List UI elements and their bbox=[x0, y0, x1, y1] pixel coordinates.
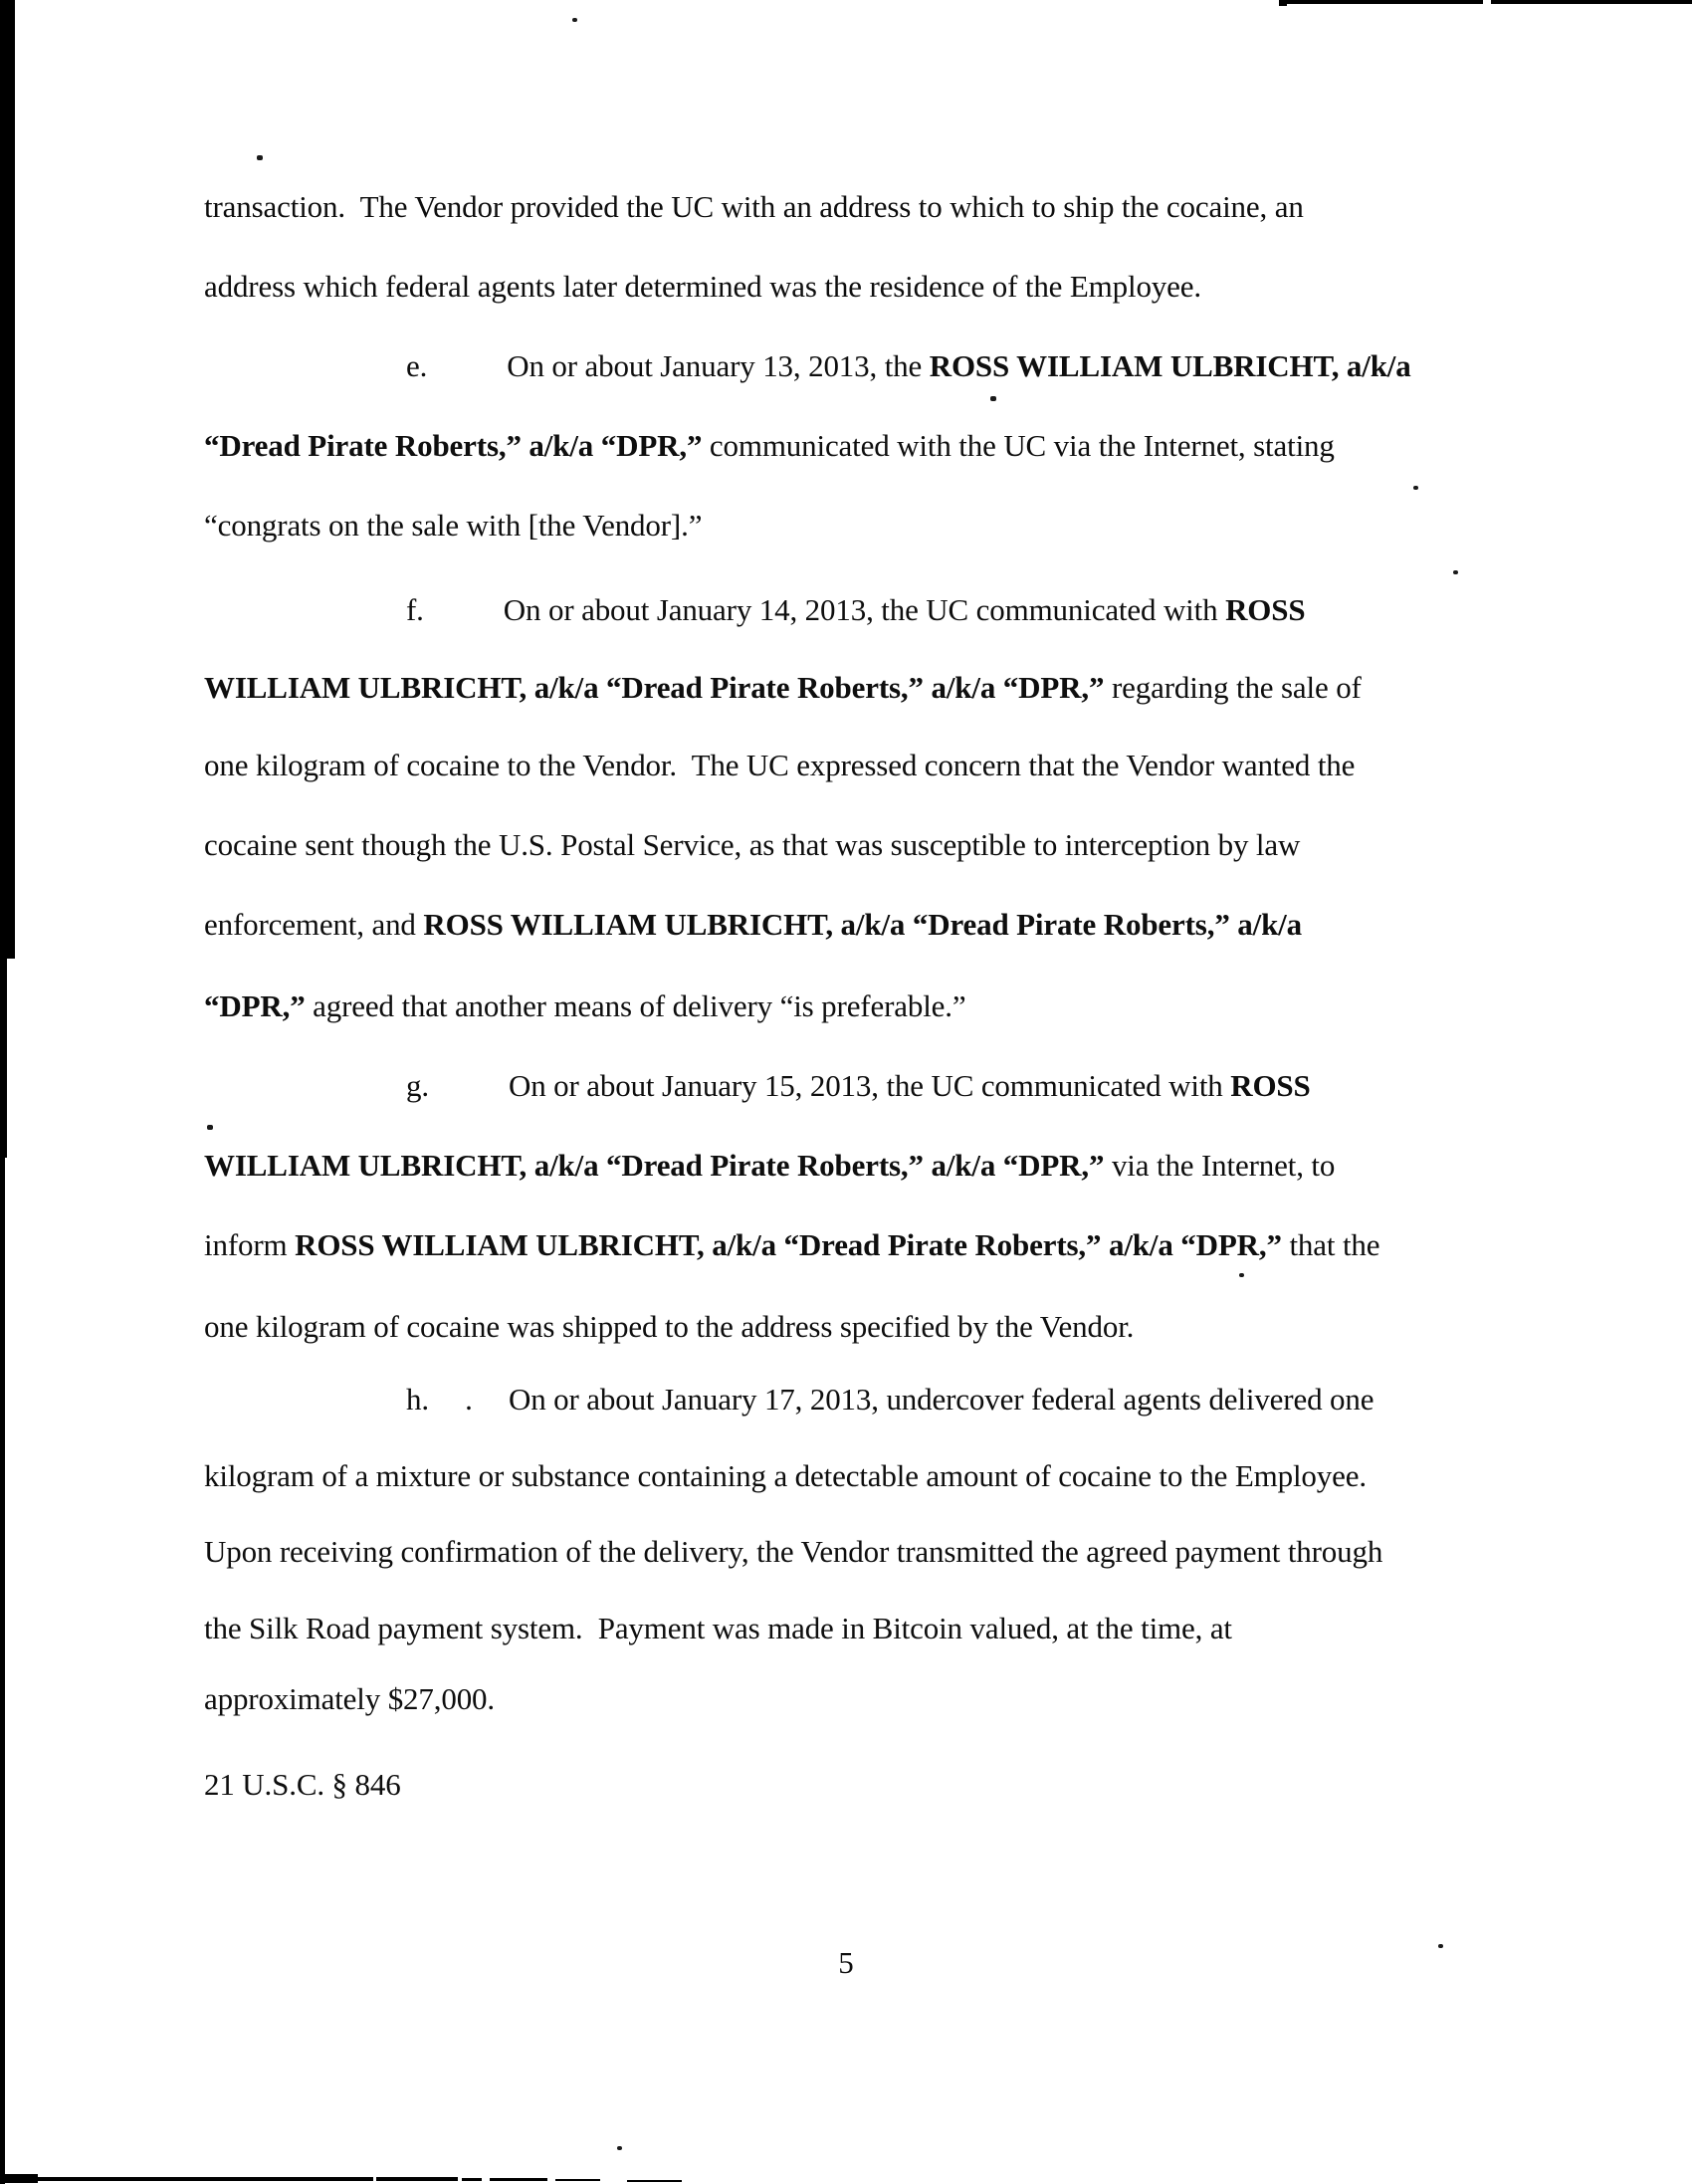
text-line bbox=[204, 1533, 1382, 1571]
scan-bottom-line bbox=[627, 2180, 682, 2182]
text-run: On or about January 14, 2013, the UC communicated with bbox=[503, 592, 1226, 627]
text-run: enforcement, and bbox=[204, 907, 424, 942]
text-run: Upon receiving confirmation of the delivery, the Vendor transmitted the agreed payment through bbox=[204, 1534, 1383, 1569]
scan-edge-top-bar bbox=[1279, 0, 1483, 4]
text-run: approximately $27,000. bbox=[204, 1681, 496, 1716]
toner-speck bbox=[257, 155, 263, 160]
text-line bbox=[204, 1147, 1335, 1185]
scan-bottom-line bbox=[555, 2179, 600, 2181]
text-run-bold: “DPR,” bbox=[204, 988, 306, 1023]
text-run: On or about January 17, 2013, undercover federal agents delivered one bbox=[508, 1382, 1375, 1417]
text-line bbox=[204, 987, 966, 1025]
text-run: On or about January 15, 2013, the UC communicated with bbox=[508, 1068, 1231, 1103]
stray-period-mark: . bbox=[465, 1382, 473, 1417]
text-run: the Silk Road payment system. Payment was made in Bitcoin valued, at the time, at bbox=[204, 1611, 1232, 1645]
text-line-subparagraph-e bbox=[204, 347, 1411, 385]
text-run-bold: ROSS bbox=[1225, 592, 1306, 627]
text-run-bold: WILLIAM ULBRICHT, a/k/a “Dread Pirate Roberts,” a/k/a “DPR,” bbox=[204, 1148, 1105, 1183]
text-line bbox=[204, 906, 1302, 944]
toner-speck bbox=[1239, 1273, 1244, 1277]
text-line-subparagraph-h bbox=[204, 1381, 1374, 1419]
text-run: transaction. The Vendor provided the UC with an address to which to ship the cocaine, an bbox=[204, 189, 1304, 224]
text-line bbox=[204, 268, 1201, 306]
scan-edge-left-strip bbox=[0, 1158, 5, 2184]
text-line bbox=[204, 1457, 1367, 1495]
text-run: communicated with the UC via the Internet, stating bbox=[702, 428, 1335, 463]
text-run-bold: WILLIAM ULBRICHT, a/k/a “Dread Pirate Roberts,” a/k/a “DPR,” bbox=[204, 670, 1105, 705]
text-run: one kilogram of cocaine to the Vendor. The UC expressed concern that the Vendor wanted the bbox=[204, 748, 1356, 782]
subparagraph-letter: h. bbox=[406, 1382, 429, 1417]
subparagraph-letter: e. bbox=[406, 348, 428, 383]
text-line bbox=[204, 747, 1355, 784]
scan-edge-top-bar bbox=[1491, 0, 1692, 4]
scan-edge-left-strip bbox=[0, 959, 7, 1158]
text-line bbox=[204, 1610, 1232, 1647]
text-line-subparagraph-g bbox=[204, 1067, 1311, 1105]
text-line-subparagraph-f bbox=[204, 591, 1305, 629]
subparagraph-letter: f. bbox=[406, 592, 424, 627]
text-run-bold: “Dread Pirate Roberts,” a/k/a “DPR,” bbox=[204, 428, 703, 463]
text-run: 21 U.S.C. § 846 bbox=[204, 1767, 401, 1802]
toner-speck bbox=[990, 396, 996, 401]
text-run: one kilogram of cocaine was shipped to the address specified by the Vendor. bbox=[204, 1309, 1135, 1344]
text-run: inform bbox=[204, 1227, 296, 1262]
scan-bottom-line bbox=[376, 2177, 458, 2181]
scan-bottom-line bbox=[490, 2178, 547, 2181]
text-line bbox=[204, 669, 1362, 707]
text-line bbox=[204, 507, 702, 545]
text-run: address which federal agents later determined was the residence of the Employee. bbox=[204, 269, 1201, 304]
toner-speck bbox=[1453, 570, 1458, 574]
scan-bottom-line bbox=[30, 2177, 373, 2181]
text-run-bold: ROSS bbox=[1230, 1068, 1311, 1103]
text-run: kilogram of a mixture or substance containing a detectable amount of cocaine to the Employee. bbox=[204, 1458, 1367, 1493]
text-run: cocaine sent though the U.S. Postal Service, as that was susceptible to interception by law bbox=[204, 827, 1301, 862]
toner-speck bbox=[572, 18, 577, 22]
text-run: via the Internet, to bbox=[1104, 1148, 1336, 1183]
toner-speck bbox=[207, 1125, 213, 1130]
toner-speck bbox=[1438, 1944, 1443, 1948]
scan-bottom-line bbox=[462, 2178, 482, 2181]
toner-speck bbox=[1413, 486, 1418, 490]
text-line bbox=[204, 826, 1300, 864]
text-run-bold: ROSS WILLIAM ULBRICHT, a/k/a “Dread Pirate Roberts,” a/k/a bbox=[423, 907, 1302, 942]
text-run: On or about January 13, 2013, the bbox=[507, 348, 930, 383]
scan-edge-left-strip bbox=[0, 0, 15, 959]
text-run: agreed that another means of delivery “is preferable.” bbox=[305, 988, 966, 1023]
page-number: 5 bbox=[838, 1945, 854, 1980]
text-line bbox=[204, 188, 1304, 226]
statute-citation bbox=[204, 1766, 401, 1804]
text-run: that the bbox=[1281, 1227, 1380, 1262]
text-run: regarding the sale of bbox=[1104, 670, 1362, 705]
subparagraph-letter: g. bbox=[406, 1068, 429, 1103]
text-run: “congrats on the sale with [the Vendor].” bbox=[204, 508, 703, 543]
text-line bbox=[204, 427, 1335, 465]
toner-speck bbox=[617, 2146, 622, 2150]
text-run-bold: ROSS WILLIAM ULBRICHT, a/k/a bbox=[929, 348, 1411, 383]
text-line bbox=[204, 1226, 1379, 1264]
text-run-bold: ROSS WILLIAM ULBRICHT, a/k/a “Dread Pirate Roberts,” a/k/a “DPR,” bbox=[295, 1227, 1282, 1262]
text-line bbox=[204, 1308, 1134, 1346]
text-line bbox=[204, 1680, 495, 1718]
